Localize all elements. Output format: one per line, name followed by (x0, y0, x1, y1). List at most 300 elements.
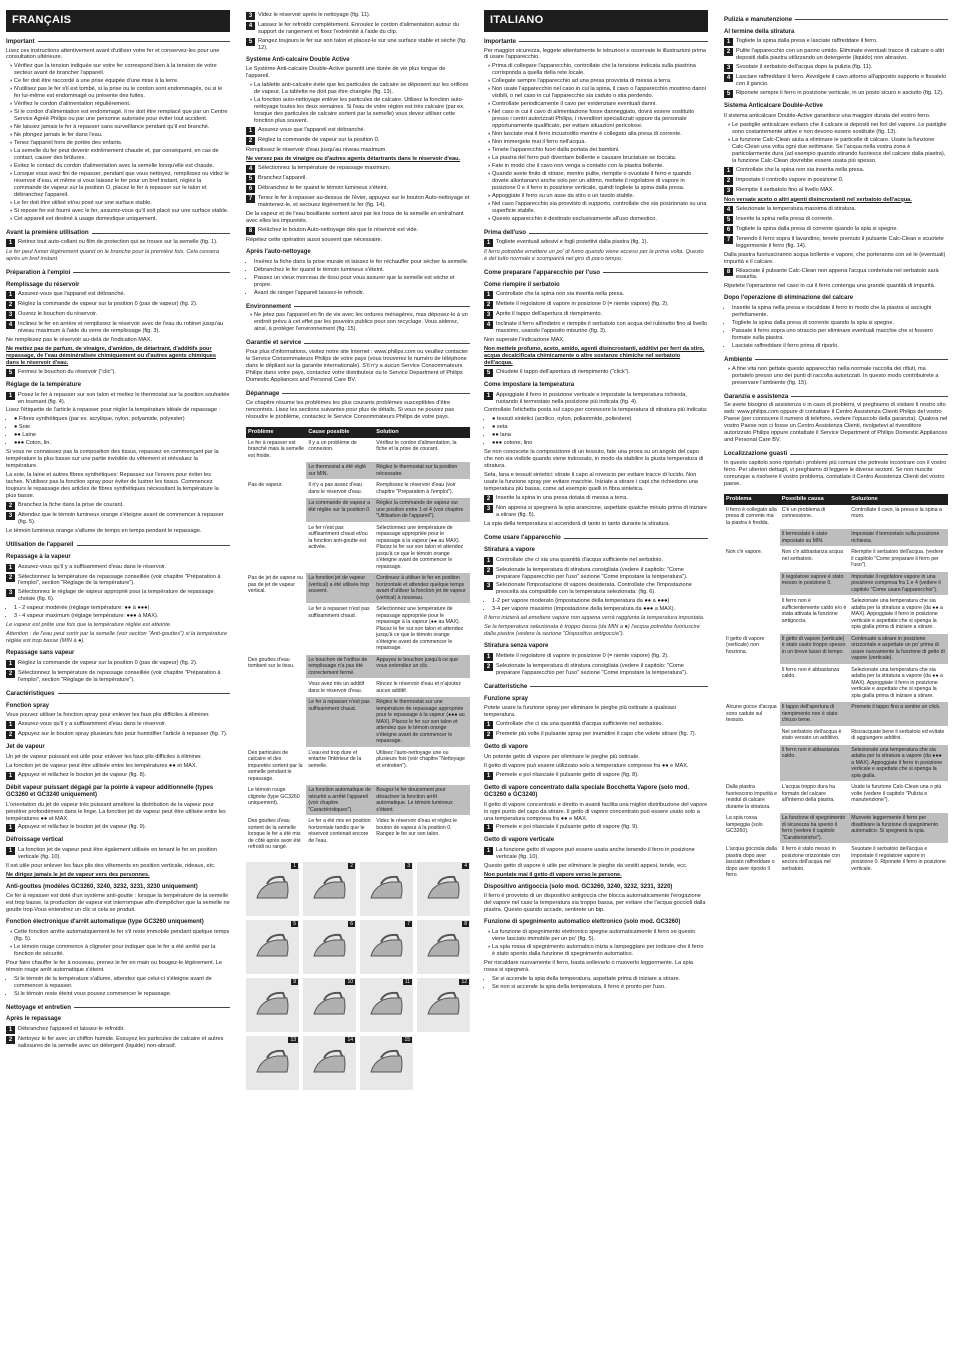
it-important-intro: Per maggior sicurezza, leggete attentamente le istruzioni e osservate le illustrazioni prima di usare l'apparecchio. (484, 47, 706, 61)
step-text: Sélectionnez la température de repassage conseillée (voir chapitre "Préparation à l'emploi", section "Réglage de la température"). (18, 669, 221, 683)
step-number: 4 (6, 321, 15, 329)
important-item: • Non immergete mai il ferro nell'acqua. (492, 139, 708, 146)
temp-item: • ● seta (492, 424, 708, 431)
it-nosteam-steps (484, 653, 708, 677)
fr2-warranty-title: Garantie et service (246, 339, 470, 347)
fr-spray-steps (6, 721, 230, 739)
fr-temp-text2: Si vous ne connaissez pas la composition des tissus, repassez en commençant par la température la plus basse sur une partie invisible du vêtement et réévaluez la température. (6, 449, 219, 470)
it-jet-step: 1 Premete e poi rilasciate il pulsante getto di vapore (fig. 8). (484, 772, 708, 780)
table-row (724, 633, 948, 664)
it-jet-title: Getto di vapore (484, 744, 529, 751)
table-cell: Le thermostat a été réglé sur MIN. (306, 462, 374, 480)
fr-temp-title: Réglage de la température (6, 382, 82, 389)
table-cell: Pas de vapeur. (246, 480, 306, 498)
step-text: Laissez le fer refroidir complètement. Enroulez le cordon d'alimentation autour du support de rangement et fixez l'extrémité à l'aide du clip. (258, 22, 459, 35)
table-cell: La fonction jet de vapeur (vertical) a été utilisée trop souvent. (306, 573, 374, 604)
table-row (724, 596, 948, 634)
fr-temp-step1: 1 Posez le fer à repasser sur son talon et mettez le thermostat sur la position souhaitée en tournant (fig. 4). (6, 392, 230, 406)
figure-number: 5 (293, 920, 296, 927)
important-item: • Collegate sempre l'apparecchio ad una presa provvista di messa a terra. (492, 78, 708, 85)
step-text: Riponete sempre il ferro in posizione verticale, in un posto sicuro e asciutto (fig. 12). (736, 90, 944, 97)
step-text: Tenez le fer à repasser au-dessus de l'évier, appuyez sur le bouton Auto-nettoyage et maintenez-le, et secouez légèrement le fer (fig. 14). (258, 195, 470, 209)
table-cell: L'acqua gocciola dalla piastra dopo aver lasciato raffreddare o dopo aver riposto il ferro. (724, 844, 780, 882)
step-item (6, 721, 230, 729)
fr-anti-title: Anti-gouttes (modèles GC3260, 3240, 3232, 3231, 3230 uniquement) (6, 883, 198, 890)
table-cell (246, 498, 306, 523)
step-item (484, 582, 708, 596)
step-text: Débranchez l'appareil et laissez-le refroidir. (18, 1025, 125, 1032)
fr-debit-title: Débit vapeur puissant dégagé par la pointe à vapeur additionnelle (types GC3260 et GC3240 uniquement) (6, 784, 214, 799)
table-header-cell: Solution (374, 427, 470, 438)
table-cell: Des gouttes d'eau tombent sur le tissu. (246, 654, 306, 679)
table-cell: L'acqua troppo dura ha formato del calcare all'interno della piastra. (780, 782, 849, 813)
after-clean-item: • Avant de ranger l'appareil laissez-le refroidir. (254, 290, 470, 297)
step-text: Pulite l'apparecchio con un panno umido. Eliminate eventuali tracce di calcare o altri depositi dalla piastra utilizzando un detergente (liquido) non abrasivo. (736, 48, 945, 62)
elec-item: • Le témoin rouge commence à clignoter pour indiquer que le fer a été arrêté par la fonction de sécurité. (14, 944, 230, 958)
table-cell: Il termostato è stato impostato su MIN. (780, 529, 849, 547)
step-number: 4 (246, 165, 255, 173)
fr-prep-title: Préparation à l'emploi (6, 269, 230, 277)
after-clean-item: • Insérez la fiche dans la prise murale et laissez le fer réchauffer pour sécher la semelle. (254, 259, 470, 266)
step-text: Controllate che la spina non sia inserita nella presa. (736, 166, 865, 173)
step-text: Réglez la commande de vapeur sur la position 0 (pas de vapeur) (fig. 2). (18, 659, 198, 666)
fr-temp-text: Lisez l'étiquette de l'article à repasser pour régler la température idéale de repassage : (6, 407, 221, 414)
important-item: • Non lasciate mai il ferro incustodito mentre è collegato alla presa di corrente. (492, 131, 708, 138)
step-number: 2 (6, 670, 15, 678)
table-cell: Vérifiez le cordon d'alimentation, la fiche et la prise de courant. (374, 438, 470, 462)
table-cell: Svuotate il serbatoio dell'acqua e impostate il regolatore vapore in posizione 0. Riponete il ferro in posizione verticale. (849, 844, 948, 882)
step-item (246, 175, 470, 183)
it-fill-title: Come riempire il serbatoio (484, 281, 560, 288)
step-number: 3 (724, 64, 733, 72)
fr-debit-text: L'orientation du jet de vapeur très puissant améliore la distribution de la vapeur pour pénétrer profondément dans le linge. La fonction jet de vapeur peut être utilisée entre les températures ●● et MAX. (6, 801, 226, 822)
fr-fill-title: Remplissage du réservoir (6, 281, 80, 288)
iron-icon (253, 1046, 293, 1080)
step-item (484, 311, 708, 319)
table-cell (724, 596, 780, 634)
step-number: 5 (724, 216, 733, 224)
it-elec-list (484, 976, 708, 991)
table-cell: Riempite il serbatoio dell'acqua. (vedere il capitolo "Come preparare il ferro per l'uso"). (849, 547, 948, 572)
step-text: Selezionate la temperatura di stiratura consigliata (vedere il capitolo: "Come preparare l'apparecchio per l'uso" sezione "Come impostare la temperatura"). (496, 566, 688, 580)
fr-nosteam-title: Repassage sans vapeur (6, 650, 75, 657)
important-item: • Prima di collegare l'apparecchio, controllate che la tensione indicata sulla piastrina corrisponda a quella della rete locale. (492, 63, 708, 77)
it-spray-title: Funzione spray (484, 695, 529, 702)
fr-steam-list (6, 605, 230, 620)
it-prep-title: Come preparare l'apparecchio per l'uso (484, 269, 708, 277)
figure-number: 13 (290, 1036, 296, 1043)
important-item: • Si repose fer est fourni avec le fer, assurez-vous qu'il soit placé sur une surface stable. (14, 208, 230, 215)
step-number: 6 (246, 185, 255, 193)
column-french-1 (6, 10, 230, 1052)
table-cell: Le fer a été mis en position horizontale tandis que le réservoir contenait encore de l'eau. (306, 816, 374, 854)
figure-number: 12 (461, 978, 467, 985)
step-number: 1 (484, 721, 493, 729)
iron-icon (424, 988, 464, 1022)
it-spray-text: Potete usare la funzione spray per eliminare le pieghe più ostinate a qualsiasi temperatura. (484, 705, 676, 719)
table-row (246, 816, 470, 854)
step-item (484, 567, 708, 581)
table-cell: Des particules de calcaire et des impuretés sortent par la semelle pendant le repassage. (246, 747, 306, 785)
it-jet-text: Un potente getto di vapore per eliminare le pieghe più ostinate. (484, 753, 640, 760)
it-vert-title: Getto di vapore verticale (484, 837, 555, 844)
step-number: 1 (6, 564, 15, 572)
table-cell: La fonction automatique de sécurité a arrêté l'appareil (voir chapitre "Caractéristiques"). (306, 785, 374, 816)
fr2-warranty-text: Pour plus d'informations, visitez notre site Internet : www.philips.com ou veuillez contacter le Service Consommateurs Philips de votre pays (vous trouverez le numéro de téléphone dans le dépliant sur la garantie internationale). S'il n'y a aucun Service Consommateurs Philips dans votre pays, contactez votre distributeur ou le Service Department of Philips Domestic Appliances and Personal Care BV. (246, 349, 469, 384)
iron-icon (367, 988, 407, 1022)
figure-number: 10 (347, 978, 353, 985)
figure-grid (246, 862, 470, 1090)
step-number: 3 (724, 187, 733, 195)
iron-icon (310, 988, 350, 1022)
figure-number: 4 (464, 862, 467, 869)
table-cell: Il ferro non è abbastanza caldo. (780, 744, 849, 782)
it2-clean-title: Pulizia e manutenzione (724, 16, 948, 24)
fr-after-title: Après le repassage (6, 1016, 62, 1023)
fr-first-use-note: Le fer peut fumer légèrement quand on le branche pour la première fois. Cela cessera après un bref instant. (6, 248, 219, 262)
it-temp-step3: 3 Non appena si spegnerà la spia arancione, aspettate qualche minuto prima di iniziare a stirare (fig. 5). (484, 505, 708, 519)
fr2-calc-text2: Remplissez le réservoir d'eau jusqu'au niveau maximum. (246, 147, 387, 154)
temp-item: • ●● lana (492, 432, 708, 439)
fr2-after-clean-title: Après l'auto-nettoyage (246, 249, 311, 256)
table-cell: Selezionate una temperatura che sia adatta per la stiratura a vapore (da ●●● a MAX). Appoggiate il ferro in posizione verticale e aspettate che si spenga la spia gialla. (849, 744, 948, 782)
step-text: Appuyez sur le bouton spray plusieurs fois pour humidifier l'article à repasser (fig. 7). (18, 731, 228, 738)
fr-clean-title: Nettoyage et entretien (6, 1004, 230, 1012)
fr-steam-note: Le vapeur est prête une fois que la température réglée est atteinte. (6, 622, 172, 629)
step-text: Branchez l'appareil. (258, 175, 307, 182)
important-item: • Si le cordon d'alimentation est endommagé, il ne doit être remplacé que par un Centre Service Agréé Philips ou par une personne autorisée pour éviter tout accident. (14, 109, 230, 123)
step-number: 2 (246, 137, 255, 145)
step-item (246, 165, 470, 173)
important-item: • Ne laissez jamais le fer à repasser sans surveillance pendant qu'il est branché. (14, 124, 230, 131)
fr-vert-step: 1 La fonction jet de vapeur peut être également utilisée en tenant le fer en position verticale (fig. 10). (6, 847, 230, 861)
figure-7 (360, 920, 413, 974)
table-cell (246, 522, 306, 573)
fr-elec-text: Pour faire chauffer le fer à nouveau, prenez le fer en main ou bougez-le légèrement. Le témoin rouge arrêt automatique s'éteint. (6, 959, 223, 973)
step-text: Ouvrez le bouchon du réservoir. (18, 311, 98, 318)
table-cell: La spia rossa lampeggia (solo GC3260). (724, 813, 780, 844)
fr-fill-note: Ne remplissez pas le réservoir au-delà de l'indication MAX. (6, 337, 152, 344)
important-item: • Lorsque vous avez fini de repasser, pendant que vous nettoyez, remplissez ou videz le réservoir d'eau, et même si vous laissez le fer pour un bref instant, réglez la commande de vapeur sur la position O, placez le fer à repasser sur le talon et débranchez l'appareil. (14, 171, 230, 199)
table-header-cell: Soluzione (849, 494, 948, 505)
it-nosteam-title: Stiratura senza vapore (484, 643, 549, 650)
step-item (246, 127, 470, 135)
step-number: 2 (484, 731, 493, 739)
important-item: • Vérifiez que la tension indiquée sur votre fer correspond bien à la tension de votre secteur avant de brancher l'appareil. (14, 63, 230, 77)
step-text: Togliete la spina dalla presa e lasciate raffreddare il ferro. (736, 38, 878, 45)
step-number: 7 (246, 195, 255, 203)
table-cell: Il ferro non è abbastanza caldo. (780, 664, 849, 702)
step-number: 5 (246, 175, 255, 183)
step-item (724, 226, 948, 234)
step-text: Mettete il regolatore di vapore in posizione 0 (= niente vapore) (fig. 2). (496, 301, 669, 308)
it-important-title: Importante (484, 38, 708, 46)
important-item: • Fate in modo che il cavo non venga a contatto con la piastra bollente. (492, 163, 708, 170)
step-number: 2 (724, 177, 733, 185)
table-cell: Le fer n'est pas suffisamment chaud et/ou la fonction anti-goutte est activée. (306, 522, 374, 573)
elec-note: • Se si accende la spia della temperatura, aspettate prima di iniziare a stirare. (492, 976, 708, 983)
table-cell: Sélectionnez une température de repassage appropriée pour le repassage à la vapeur (●● au MAX). Placez le fer sur son talon et attendez jusqu'à ce que le témoin orange s'éteigne avant de commencer le repassage. (374, 522, 470, 573)
table-cell: C'è un problema di connessione. (780, 505, 849, 529)
step-number: 1 (6, 660, 15, 668)
fr-after-steps (6, 1026, 230, 1050)
it-first-step: 1 Togliete eventuali adesivi e fogli protettivi dalla piastra (fig. 1). (484, 239, 708, 247)
important-item: • Controllate periodicamente il cavo per evidenziare eventuali danni. (492, 101, 708, 108)
fr-temp-list (6, 416, 230, 447)
step-item (724, 38, 948, 46)
temp-item: • ●● Laine (14, 432, 230, 439)
fr2-env-list (246, 312, 470, 333)
table-row (724, 702, 948, 727)
table-row (724, 744, 948, 782)
table-cell (724, 664, 780, 702)
it-important-list (484, 63, 708, 223)
fr-use-title: Utilisation de l'appareil (6, 541, 230, 549)
step-number: 1 (484, 291, 493, 299)
it2-trouble-text: In questo capitolo sono riportati i problemi più comuni che potreste incontrare con il vostro ferro. Per ulteriori dettagli, vi preghiamo di leggere le diverse sezioni. Se non riuscite comunque a risolvere il vostro problema, contattate il Centro Assistenza Clienti del vostro paese. (724, 459, 947, 487)
step-text: Sélectionnez la température de repassage conseillée (voir chapitre "Préparation à l'emploi", section "Réglage de la température"). (18, 573, 221, 587)
step-number: 1 (6, 291, 15, 299)
table-cell: Impostate il termostato sulla posizione richiesta. (849, 529, 948, 547)
iron-icon (424, 930, 464, 964)
table-header-cell: Problème (246, 427, 306, 438)
column-french-2 (246, 10, 470, 1090)
important-item: • Cet appareil est destiné à usage domestique uniquement. (14, 216, 230, 223)
table-cell: Il ferro è collegato alla presa di corrente ma la piastra è fredda. (724, 505, 780, 529)
temp-item: • ● Fibres synthétiques (par ex. acrylique, nylon, polyamide, polyester) (14, 416, 230, 423)
step-text: Inserite la spina nella presa di corrente. (736, 215, 834, 222)
step-item (6, 731, 230, 739)
table-cell: La funzione di spegnimento di sicurezza ha spento il ferro (vedere il capitolo "Caratteristiche"). (780, 813, 849, 844)
table-row (246, 438, 470, 462)
it2-calc-text3: Dalla piastra fuoriusciranno acqua bollente e vapore, che porteranno con sé le (eventuali) impurità e il calcare. (724, 251, 946, 265)
steam-item: • 3-4 per vapore massimo (impostazione della temperatura da ●●● a MAX). (492, 606, 708, 613)
table-row (724, 782, 948, 813)
fr2-calc-items (246, 82, 470, 125)
fr-fill-step5: 5 Fermez le bouchon du réservoir ("clic"). (6, 369, 230, 377)
important-item: • Quando avete finito di stirare, mentre pulite, riempite o svuotate il ferro e quando dovete allontanarvi anche solo per un attimo, mettete il regolatore di vapore in posizione 0 e il ferro in posizione verticale, quindi togliete la spina dalla presa. (492, 171, 708, 192)
figure-9 (246, 978, 299, 1032)
step-number: 5 (246, 38, 255, 46)
table-cell: Le fer à repasser est branché mais la semelle est froide. (246, 438, 306, 462)
step-number: 4 (724, 74, 733, 82)
step-number: 4 (484, 321, 493, 329)
calc-item: • La fonction auto-nettoyage enlève les particules de calcaire. Utilisez la fonction auto-nettoyage toutes les deux semaines. Si l'eau de votre région est très calcaire (par ex. lorsque des particules de calcaire sortent par la semelle) vous devez utiliser cette fonction plus souvent. (254, 97, 470, 125)
step-number: 1 (6, 721, 15, 729)
table-cell: Vous avez mis un additif dans le réservoir d'eau. (306, 679, 374, 697)
table-cell: Non c'è abbastanza acqua nel serbatoio. (780, 547, 849, 572)
figure-number: 11 (404, 978, 410, 985)
step-text: Mettete il regolatore di vapore in posizione 0 (= niente vapore) (fig. 2). (496, 652, 669, 659)
step-number: 3 (484, 311, 493, 319)
it-features-title: Caratteristiche (484, 683, 708, 691)
table-row (246, 480, 470, 498)
it-first-note: Il ferro potrebbe emettere un po' di fumo quando viene acceso per la prima volta. Questo è del tutto normale e scomparirà nel giro di poco tempo. (484, 248, 704, 262)
table-cell: Alcune gocce d'acqua sono cadute sul tessuto. (724, 702, 780, 727)
table-cell (724, 744, 780, 782)
after-clean-item: • Passate il ferro sopra uno straccio per eliminare eventuali macchie che si fossero formate sulla piastra. (732, 328, 948, 342)
step-text: Inclinate il ferro all'indietro e riempite il serbatoio con acqua del rubinetto fino al livello massimo, usando l'apposito misurino (fig. 3). (496, 321, 707, 335)
iron-icon (367, 872, 407, 906)
it-anti-text: Il ferro è provvisto di un dispositivo antigoccia che blocca automaticamente l'erogazione del vapore nel caso la temperatura sia troppo bassa, per evitare che l'acqua goccioli dalla piastra. Questo quando accade, sentirete un bip. (484, 893, 706, 914)
table-cell: Il ferro è stato messo in posizione orizzontale con ancora dell'acqua nel serbatoio. (780, 844, 849, 882)
step-text: Selezionate la temperatura massima di stiratura. (736, 205, 857, 212)
it-temp-step2: 2 Inserite la spina in una presa dotata di messa a terra. (484, 495, 708, 503)
table-cell: Continuez à utiliser le fer en position horizontale et attendez quelque temps avant d'utiliser la fonction jet de vapeur (vertical) à nouveau. (374, 573, 470, 604)
figure-number: 3 (407, 862, 410, 869)
fr-first-use-step: 1 Retirez tout auto-collant ou film de protection qui se trouve sur la semelle (fig. 1). (6, 239, 230, 247)
step-item (246, 137, 470, 145)
iron-icon (367, 1046, 407, 1080)
table-cell: Sélectionnez une température de repassage appropriée pour le repassage à la vapeur (●● au MAX). Placez le fer sur son talon et attendez jusqu'à ce que le témoin orange s'éteigne avant de commencer le repassage. (374, 604, 470, 655)
temp-item: • ●●● cotone, lino (492, 440, 708, 447)
step-item (6, 670, 230, 684)
it-elec-text: Per riscaldare nuovamente il ferro, basta sollevarlo o muoverlo leggermente. La spia rossa si spegnerà. (484, 959, 693, 973)
table-cell: Nel serbatoio dell'acqua è stato versato un additivo. (780, 726, 849, 744)
step-item (484, 301, 708, 309)
iron-icon (253, 930, 293, 964)
table-row (246, 785, 470, 816)
figure-10 (303, 978, 356, 1032)
important-item: • Appoggiate il ferro su un asse da stiro o un tavolo stabile. (492, 193, 708, 200)
it2-calc-step8: 8 Rilasciate il pulsante Calc-Clean non appena l'acqua contenuta nel serbatoio sarà esaurita. (724, 268, 948, 282)
step-item (484, 721, 708, 729)
it2-after-steps (724, 38, 948, 98)
table-cell: Continuate a stirare in posizione orizzontale e aspettate un po' prima di usare nuovamente la funzione di getto di vapore (verticale). (849, 633, 948, 664)
iron-icon (310, 930, 350, 964)
step-item (724, 167, 948, 175)
it-fill-steps (484, 291, 708, 335)
step-item (484, 663, 708, 677)
step-text: Inclinez le fer en arrière et remplissez le réservoir avec de l'eau du robinet jusqu'au niveau maximum à l'aide du verre de remplissage (fig. 3). (18, 321, 224, 335)
table-cell: Le fer à repasser n'est pas suffisamment chaud. (306, 697, 374, 748)
it2-trouble-title: Localizzazione guasti (724, 450, 948, 458)
fr-temp-step3: 3 Attendez que le témoin lumineux orange s'éteigne avant de commencer à repasser (fig. 5). (6, 512, 230, 526)
step-number: 2 (484, 567, 493, 575)
fr-steam-steps (6, 564, 230, 604)
it2-after-title: Al termine della stiratura (724, 28, 795, 35)
it-temp-title: Come impostare la temperatura (484, 382, 575, 389)
figure-number: 8 (464, 920, 467, 927)
fr-anti-text: Ce fer à repasser est doté d'un système anti-goutte : lorsque la température de la semelle est trop basse, la production de vapeur est interrompue afin d'empêcher que la semelle ne goutte trop.Vous entendrez un clic si cela se produit. (6, 893, 230, 914)
important-item: • N'utilisez pas le fer s'il est tombé, si la prise ou le cordon sont endommagés, ou si le fer lui-même est endommagé ou présente des fuites. (14, 86, 230, 100)
step-text: Impostate il controllo vapore in posizione 0. (736, 176, 844, 183)
step-item (246, 38, 470, 52)
it-steam-note: Il ferro inizierà ad emettere vapore non appena verrà raggiunta la temperatura impostata. (484, 615, 705, 622)
step-text: Lasciare raffreddare il ferro. Avvolgete il cavo attorno all'apposito supporto e fissatelo con il gancio. (736, 74, 947, 88)
figure-5 (246, 920, 299, 974)
table-row (246, 573, 470, 604)
table-cell: Réglez le thermostat sur une température de repassage appropriée pour le repassage à la vapeur (●●● au MAX). Placez le fer sur son talon et attendez que le témoin orange s'éteigne avant de commencer le repassage. (374, 697, 470, 748)
step-item (246, 195, 470, 209)
step-item (484, 291, 708, 299)
table-row (724, 529, 948, 547)
step-text: Nettoyez le fer avec un chiffon humide. Essuyez les particules de calcaire et autres salissures de la semelle avec un détergent (liquide) non-abrasif. (18, 1035, 224, 1049)
important-item: • Nel caso in cui il cavo di alimentazione fosse danneggiato, dovrà essere sostituito presso i centri autorizzati Philips, i rivenditori specializzati oppure da personale opportunamente qualificato, per evitare situazioni pericolose. (492, 109, 708, 130)
table-row (246, 604, 470, 655)
step-item (6, 1036, 230, 1050)
step-text: Selezionate l'impostazione di vapore desiderata. Controllate che l'impostazione prescelta sia compatibile con la temperatura selezionata: (fig. 6). (496, 582, 692, 596)
it-temp-text: Controllate l'etichetta posta sul capo per conoscere la temperatura di stiratura più indicata: (484, 407, 708, 414)
important-item: • Questo apparecchio è destinato esclusivamente all'uso domestico. (492, 216, 708, 223)
step-number: 4 (246, 22, 255, 30)
important-item: • Tenez l'appareil hors de portée des enfants. (14, 140, 230, 147)
figure-number: 9 (293, 978, 296, 985)
table-cell: Selezionate una temperatura che sia adatta per la stiratura a vapore (da ●● a MAX). Appoggiate il ferro in posizione verticale e aspettate che si spenga la spia gialla prima di iniziare a stirare. (849, 596, 948, 634)
after-clean-item: • Passez un vieux morceau de tissu pour vous assurer que la semelle est sèche et propre. (254, 275, 470, 289)
iron-icon (253, 988, 293, 1022)
step-item (246, 22, 470, 36)
table-cell: Il tappo dell'apertura di riempimento non è stato chiuso bene. (780, 702, 849, 727)
step-text: Débranchez le fer quand le témoin lumineux s'éteint. (258, 185, 389, 192)
step-item (6, 1026, 230, 1034)
fr-important-title: Important (6, 38, 230, 46)
table-cell: Controllate il cavo, la presa e la spina a muro. (849, 505, 948, 529)
temp-item: • ●●● Coton, lin. (14, 440, 230, 447)
fr-elec-list (6, 976, 230, 998)
figure-2 (303, 862, 356, 916)
fr2-calc-text3: De la vapeur et de l'eau bouillante sortent ainsi par les trous de la semelle en entraînant avec elles les impuretés. (246, 211, 464, 225)
it2-warranty-title: Garanzia e assistenza (724, 393, 948, 401)
table-cell: Le bouchon de l'orifice de remplissage n'a pas été correctement fermé. (306, 654, 374, 679)
steam-item: • 3 - 4 vapeur maximum (réglage température: ●●● à MAX). (14, 613, 230, 620)
table-cell: Il regolatore vapore è stato messo in posizione 0. (780, 571, 849, 596)
step-item (724, 187, 948, 195)
step-text: Assurez-vous que l'appareil est débranché. (258, 127, 366, 134)
fr2-env-title: Environnement (246, 303, 470, 311)
figure-15 (360, 1036, 413, 1090)
step-text: Assurez-vous qu'il y a suffisamment d'eau dans le réservoir. (18, 563, 167, 570)
step-number: 3 (6, 311, 15, 319)
table-row (724, 726, 948, 744)
fr2-calc-step8: 8 Relâchez le bouton Auto-nettoyage dès que le réservoir est vide. (246, 227, 470, 235)
fr2-trouble-title: Dépannage (246, 390, 470, 398)
it2-warranty-text: Se avete bisogno di assistenza o in caso di problemi, vi preghiamo di visitare il nostro sito web: www.philips.com oppure di contattare il Centro Assistenza Clienti Philips del vostro Paese (per conoscere il numero di telefono, vedere l'opuscolo della garanzia). Qualora nel vostro Paese non ci fosse un Centro Assistenza Clienti, rivolgetevi al rivenditore autorizzato Philips oppure contattate il Service Department of Philips Domestic Appliances and Personal Care BV. (724, 402, 948, 444)
step-text: Réglez la commande de vapeur sur la position 0 (pas de vapeur) (fig. 2). (18, 301, 198, 308)
step-number: 1 (246, 127, 255, 135)
fr2-calc-text: Le Système Anti-calcaire Double-Active garantit une durée de vie plus longue de l'appareil. (246, 66, 446, 80)
step-text: Selezionate la temperatura di stiratura consigliata (vedere il capitolo: "Come preparare l'apparecchio per l'uso" sezione "Come impostare la temperatura"). (496, 662, 688, 676)
table-cell: Selezionate una temperatura che sia adatta per la stiratura a vapore (da ●● a MAX). Appoggiate il ferro in posizione verticale e aspettate che si spenga la spia gialla prima di iniziare a stirare. (849, 664, 948, 702)
table-row (724, 844, 948, 882)
table-cell (724, 529, 780, 547)
fr-jet-text: Un jet de vapeur puissant est utile pour enlever les faux plis difficiles à éliminer. (6, 753, 203, 760)
important-item: • Ce fer doit être raccordé à une prise équipée d'une mise à la terre. (14, 78, 230, 85)
figure-number: 14 (347, 1036, 353, 1043)
step-number: 2 (6, 301, 15, 309)
it-vert-warn: Non puntate mai il getto di vapore verso le persone. (484, 871, 622, 878)
step-text: Assurez-vous que l'appareil est débranché. (18, 291, 126, 298)
step-number: 1 (724, 38, 733, 46)
step-text: Aprite il tappo dell'apertura di riempimento. (496, 311, 603, 318)
fr2-calc-title: Système Anti-calcaire Double Active (246, 56, 350, 63)
step-item (6, 574, 230, 588)
step-text: Sélectionnez la température de repassage maximum. (258, 165, 391, 172)
table-cell (724, 571, 780, 596)
table-cell: Le témoin rouge clignote (type GC3260 uniquement). (246, 785, 306, 816)
step-text: Controllate che la spina non sia inserita nella presa. (496, 291, 625, 298)
it-troubleshooting-table (724, 494, 948, 882)
important-item: • La semelle du fer peut devenir extrêmement chaude et, par conséquent, en cas de contact, causer des brûlures. (14, 148, 230, 162)
it-elec-items (484, 929, 708, 958)
step-number: 5 (724, 90, 733, 98)
it-steam-steps (484, 557, 708, 597)
after-clean-item: • Lasciate raffreddare il ferro prima di riporlo. (732, 343, 948, 350)
table-cell: Bougez le fer doucement pour désactiver la fonction arrêt automatique. Le témoin lumineux s'éteint. (374, 785, 470, 816)
fr-vert-warn: Ne dirigez jamais le jet de vapeur vers des personnes. (6, 871, 150, 878)
step-text: Assurez-vous qu'il y a suffisamment d'eau dans le réservoir. (18, 721, 167, 728)
step-item (724, 74, 948, 88)
